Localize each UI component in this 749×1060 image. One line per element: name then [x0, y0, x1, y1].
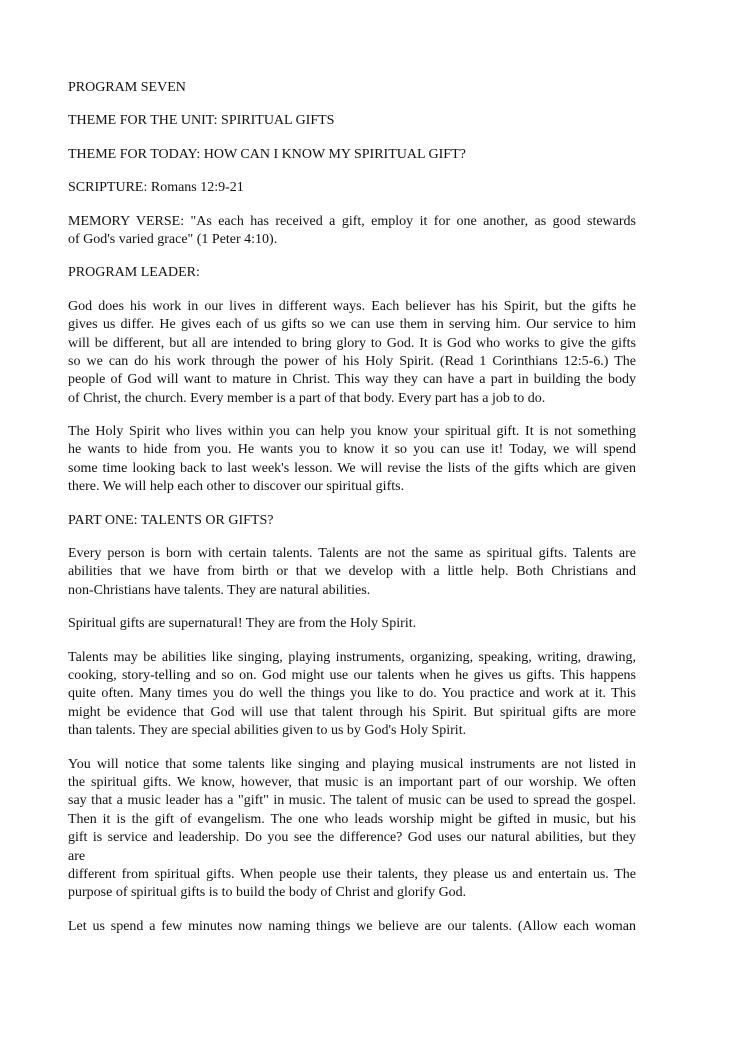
text-line: of God's varied grace" (1 Peter 4:10). — [68, 231, 278, 247]
text-line: THEME FOR TODAY: HOW CAN I KNOW MY SPIRITUAL GIFT? — [68, 146, 466, 162]
text-line: SCRIPTURE: Romans 12:9-21 — [68, 180, 244, 196]
text-line: MEMORY VERSE: "As each has received a gift, employ it for one another, as good stewards — [68, 213, 636, 229]
text-line: Every person is born with certain talents. Talents are not the same as spiritual gifts. Talents are — [68, 546, 636, 562]
text-line: are — [68, 848, 86, 864]
paragraph — [68, 79, 636, 97]
text-line: gives us differ. He gives each of us gifts so we can use them in serving him. Our service to him — [68, 317, 636, 333]
paragraph — [68, 298, 636, 408]
text-line: might be evidence that God will use that talent through his Spirit. But spiritual gifts are more — [68, 704, 636, 720]
text-line: he wants to hide from you. He wants you to know it so you can use it! Today, we will spend — [68, 442, 636, 458]
text-line: purpose of spiritual gifts is to build the body of Christ and glorify God. — [68, 885, 467, 901]
paragraph — [68, 146, 636, 164]
paragraph — [68, 112, 636, 130]
paragraph — [68, 545, 636, 600]
text-line: PROGRAM LEADER: — [68, 265, 200, 281]
paragraph — [68, 615, 636, 633]
text-line: people of God will want to mature in Christ. This way they can have a part in building the body — [68, 372, 636, 388]
text-line: PART ONE: TALENTS OR GIFTS? — [68, 512, 274, 528]
paragraph — [68, 264, 636, 282]
text-line: Let us spend a few minutes now naming things we believe are our talents. (Allow each woman — [68, 918, 636, 934]
text-line: PROGRAM SEVEN — [68, 80, 186, 95]
paragraph — [68, 213, 636, 250]
text-line: there. We will help each other to discover our spiritual gifts. — [68, 479, 405, 495]
paragraph — [68, 512, 636, 530]
text-line: God does his work in our lives in different ways. Each believer has his Spirit, but the gifts he — [68, 298, 636, 314]
text-line: Spiritual gifts are supernatural! They are from the Holy Spirit. — [68, 616, 417, 632]
text-line: Talents may be abilities like singing, playing instruments, organizing, speaking, writing, drawing, — [68, 649, 636, 665]
text-line: of Christ, the church. Every member is a part of that body. Every part has a job to do. — [68, 390, 546, 406]
paragraph — [68, 179, 636, 197]
paragraph — [68, 918, 636, 936]
text-line: than talents. They are special abilities given to us by God's Holy Spirit. — [68, 723, 467, 739]
paragraph — [68, 649, 636, 741]
text-line: abilities that we have from birth or that we develop with a little help. Both Christians and — [68, 564, 636, 580]
text-line: the spiritual gifts. We know, however, that music is an important part of our worship. We often — [68, 774, 636, 790]
text-line: different from spiritual gifts. When people use their talents, they please us and entertain us. The — [68, 866, 636, 882]
text-line: Then it is the gift of evangelism. The one who leads worship might be gifted in music, but his — [68, 811, 636, 827]
text-line: THEME FOR THE UNIT: SPIRITUAL GIFTS — [68, 113, 335, 129]
text-line: say that a music leader has a "gift" in music. The talent of music can be used to spread the gospel. — [68, 793, 636, 809]
paragraph — [68, 756, 636, 903]
text-line: non-Christians have talents. They are natural abilities. — [68, 582, 371, 598]
text-line: so we can do his work through the power of his Holy Spirit. (Read 1 Corinthians 12:5-6.) The — [68, 353, 636, 369]
text-line: some time looking back to last week's lesson. We will revise the lists of the gifts which are given — [68, 460, 636, 476]
text-line: quite often. Many times you do well the things you like to do. You practice and work at it. This — [68, 686, 636, 702]
document-page — [68, 79, 636, 951]
text-line: will be different, but all are intended to bring glory to God. It is God who works to give the gifts — [68, 335, 636, 351]
text-line: You will notice that some talents like singing and playing musical instruments are not listed in — [68, 756, 636, 772]
text-line: cooking, story-telling and so on. God might use our talents when he gives us gifts. This happens — [68, 667, 636, 683]
text-line: gift is service and leadership. Do you see the difference? God uses our natural abilities, but they — [68, 830, 636, 846]
paragraph — [68, 423, 636, 497]
text-line: The Holy Spirit who lives within you can help you know your spiritual gift. It is not something — [68, 424, 636, 440]
